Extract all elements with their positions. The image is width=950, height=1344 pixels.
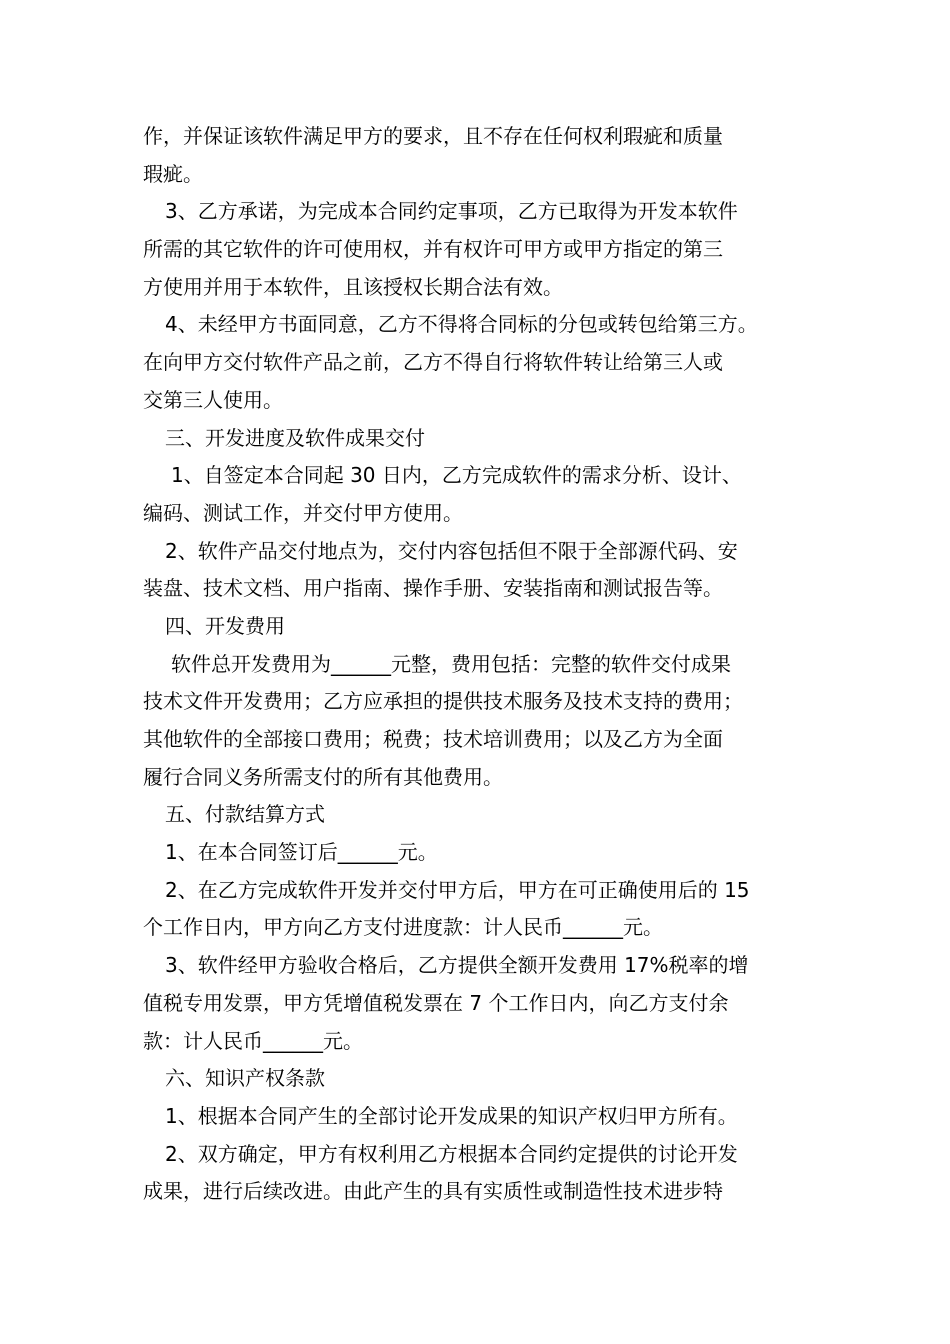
text-line: 装盘、技术文档、用户指南、操作手册、安装指南和测试报告等。: [143, 576, 723, 601]
text-line: 其他软件的全部接口费用；税费；技术培训费用；以及乙方为全面: [143, 727, 723, 751]
text-line: 2、双方确定，甲方有权利用乙方根据本合同约定提供的讨论开发: [165, 1141, 738, 1166]
text-line: 3、乙方承诺，为完成本合同约定事项，乙方已取得为开发本软件: [165, 199, 738, 224]
text-line: 瑕疵。: [143, 161, 203, 186]
text-line: 履行合同义务所需支付的所有其他费用。: [143, 764, 503, 789]
text-line: 在向甲方交付软件产品之前，乙方不得自行将软件转让给第三人或: [143, 350, 723, 375]
text-line: 三、开发进度及软件成果交付: [165, 425, 425, 450]
text-line: 六、知识产权条款: [165, 1066, 325, 1091]
text-line: 五、付款结算方式: [165, 802, 325, 827]
text-line: 3、软件经甲方验收合格后，乙方提供全额开发费用 17%税率的增: [165, 953, 749, 978]
contract-body: [143, 118, 811, 1211]
text-line: 4、未经甲方书面同意，乙方不得将合同标的分包或转包给第三方。: [165, 312, 758, 337]
text-line: 技术文件开发费用；乙方应承担的提供技术服务及技术支持的费用；: [143, 689, 743, 714]
text-line: 方使用并用于本软件，且该授权长期合法有效。: [143, 274, 563, 299]
text-line: 成果，进行后续改进。由此产生的具有实质性或制造性技术进步特: [143, 1179, 723, 1204]
text-line: 软件总开发费用为______元整，费用包括：完整的软件交付成果: [171, 651, 731, 676]
text-line: 1、根据本合同产生的全部讨论开发成果的知识产权归甲方所有。: [165, 1103, 738, 1128]
text-line: 编码、测试工作，并交付甲方使用。: [143, 500, 463, 525]
text-line: 2、在乙方完成软件开发并交付甲方后，甲方在可正确使用后的 15: [165, 877, 750, 902]
text-line: 所需的其它软件的许可使用权，并有权许可甲方或甲方指定的第三: [143, 237, 723, 262]
text-line: 四、开发费用: [165, 613, 285, 638]
text-line: 1、在本合同签订后______元。: [165, 840, 438, 865]
text-line: 1、自签定本合同起 30 日内，乙方完成软件的需求分析、设计、: [171, 463, 742, 488]
text-line: 2、软件产品交付地点为，交付内容包括但不限于全部源代码、安: [165, 538, 738, 563]
text-line: 交第三人使用。: [143, 387, 283, 412]
text-line: 款：计人民币______元。: [143, 1028, 363, 1053]
text-line: 作，并保证该软件满足甲方的要求，且不存在任何权利瑕疵和质量: [143, 124, 723, 148]
text-line: 个工作日内，甲方向乙方支付进度款：计人民币______元。: [143, 915, 663, 940]
text-line: 值税专用发票，甲方凭增值税发票在 7 个工作日内，向乙方支付余: [143, 990, 729, 1015]
